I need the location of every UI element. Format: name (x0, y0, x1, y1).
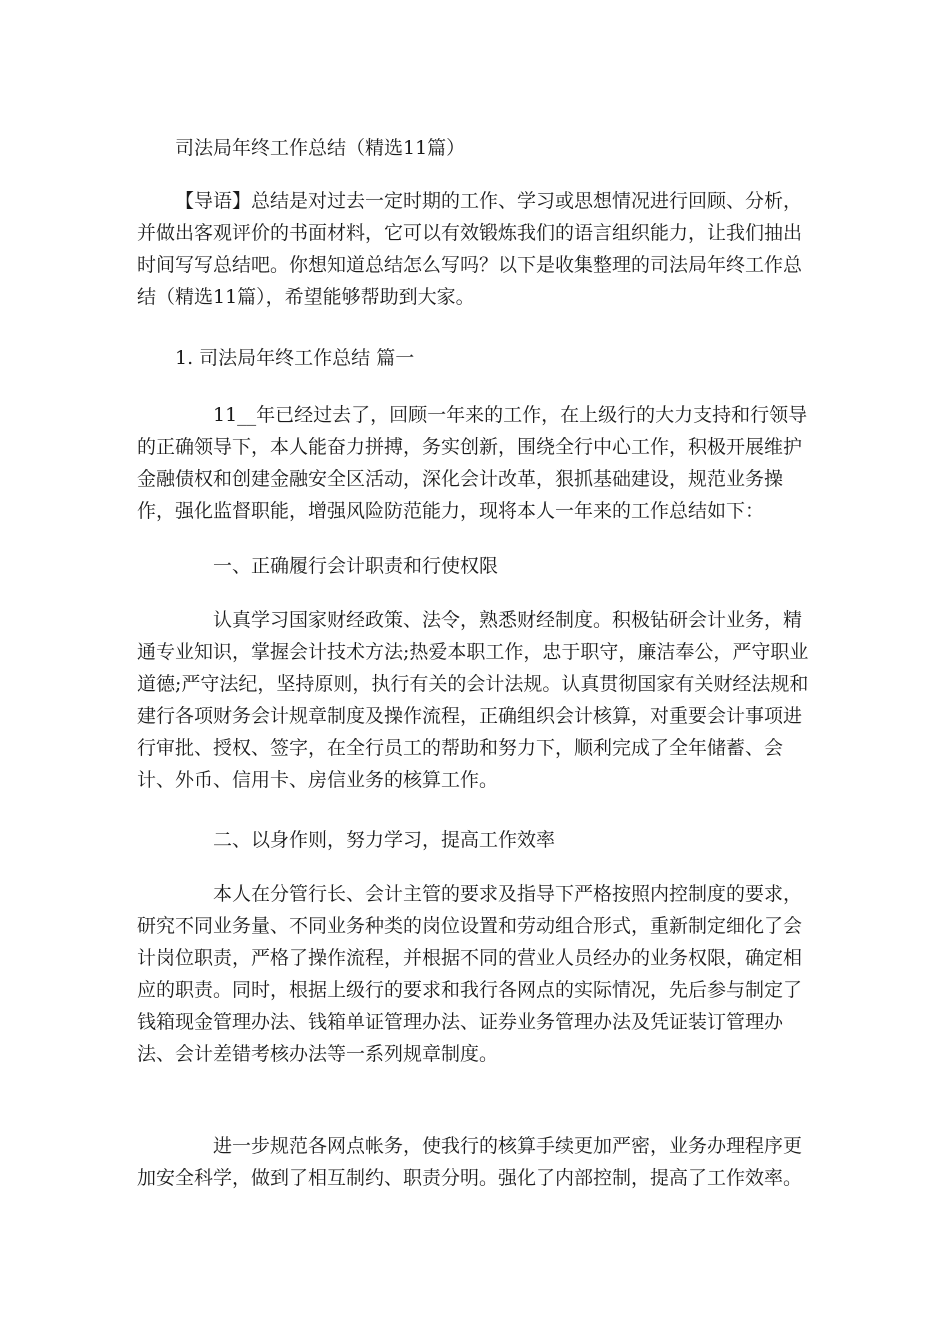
sub-heading-1: 一、正确履行会计职责和行使权限 (213, 555, 499, 577)
sub-heading-2: 二、以身作则，努力学习，提高工作效率 (213, 829, 556, 851)
body-paragraph-1: 11__年已经过去了，回顾一年来的工作，在上级行的大力支持和行领导的正确领导下，本人能奋力拼搏，务实创新，围绕全行中心工作，积极开展维护金融债权和创建金融安全区活动，深化会计改革，狠抓基础建设，规范业务操作，强化监督职能，增强风险防范能力，现将本人一年来的工作总结如下： (137, 404, 808, 522)
body-paragraph-2: 认真学习国家财经政策、法令，熟悉财经制度。积极钻研会计业务，精通专业知识，掌握会计技术方法;热爱本职工作，忠于职守，廉洁奉公，严守职业道德;严守法纪，坚持原则，执行有关的会计法规。认真贯彻国家有关财经法规和建行各项财务会计规章制度及操作流程，正确组织会计核算，对重要会计事项进行审批、授权、签字，在全行员工的帮助和努力下，顺利完成了全年储蓄、会计、外币、信用卡、房信业务的核算工作。 (137, 609, 809, 791)
body-paragraph-3: 本人在分管行长、会计主管的要求及指导下严格按照内控制度的要求，研究不同业务量、不同业务种类的岗位设置和劳动组合形式，重新制定细化了会计岗位职责，严格了操作流程，并根据不同的营业人员经办的业务权限，确定相应的职责。同时，根据上级行的要求和我行各网点的实际情况，先后参与制定了钱箱现金管理办法、钱箱单证管理办法、证券业务管理办法及凭证装订管理办法、会计差错考核办法等一系列规章制度。 (137, 883, 803, 1065)
document-title: 司法局年终工作总结（精选11篇） (175, 137, 466, 159)
section-heading-1: 1. 司法局年终工作总结 篇一 (175, 347, 415, 369)
body-paragraph-4: 进一步规范各网点帐务，使我行的核算手续更加严密，业务办理程序更加安全科学，做到了相互制约、职责分明。强化了内部控制，提高了工作效率。 (137, 1135, 803, 1189)
intro-paragraph: 【导语】总结是对过去一定时期的工作、学习或思想情况进行回顾、分析，并做出客观评价的书面材料，它可以有效锻炼我们的语言组织能力，让我们抽出时间写写总结吧。你想知道总结怎么写吗？以下是收集整理的司法局年终工作总结（精选11篇），希望能够帮助到大家。 (137, 190, 803, 308)
